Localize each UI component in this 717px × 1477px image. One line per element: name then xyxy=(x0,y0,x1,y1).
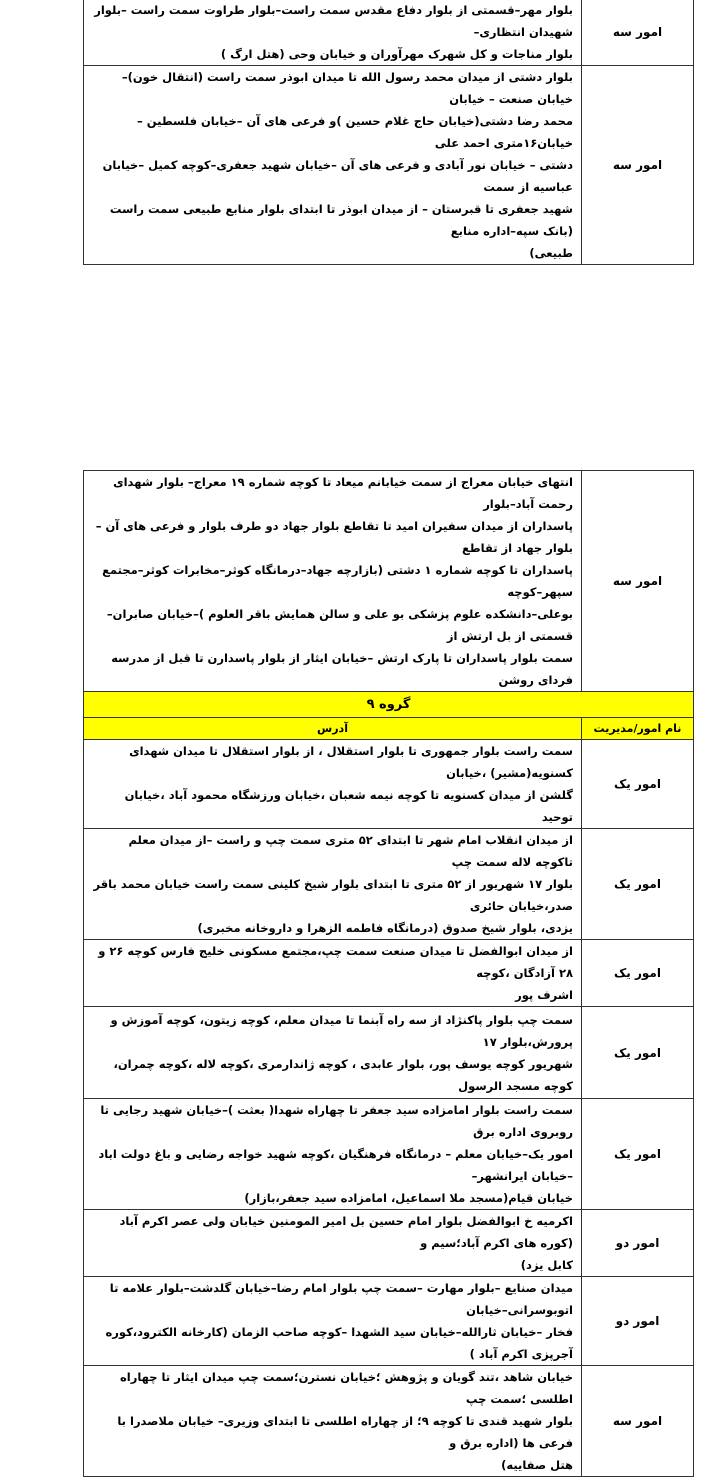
group-title-row xyxy=(84,692,694,718)
region-cell: امور سه xyxy=(582,1366,694,1477)
address-cell xyxy=(84,66,582,265)
region-cell: امور دو xyxy=(582,1210,694,1277)
address-line: سمت راست بلوار امامزاده سید جعفر تا چهاراه شهدا( بعثت )–خیابان شهید رجایی تا روبروی اداره برق xyxy=(100,1103,573,1139)
address-cell xyxy=(84,740,582,829)
address-cell xyxy=(84,1007,582,1099)
address-cell xyxy=(84,471,582,692)
address-line: بلوار ۱۷ شهریور از ۵۲ متری تا ابتدای بلوار شیخ کلینی سمت راست خیابان محمد باقر صدر،خیابان حائری xyxy=(93,877,573,913)
address-line: بلوار مناجات و کل شهرک مهرآوران و خیابان وحی (هتل ارگ ) xyxy=(220,47,573,61)
address-line: سمت راست بلوار جمهوری تا بلوار استقلال ، از بلوار استقلال تا میدان شهدای کسنویه(مشیر) ،خیابان xyxy=(129,744,573,780)
region-cell: امور سه xyxy=(582,471,694,692)
address-line: پاسداران تا کوچه شماره ۱ دشتی (بازارچه جهاد–درمانگاه کوثر–مخابرات کوثر–مجتمع سپهر–کوچه xyxy=(102,563,573,599)
address-line: بوعلی–دانشکده علوم پزشکی بو علی و سالن همایش باقر العلوم )–خیابان صابران–قسمتی از بل ارتش از xyxy=(106,607,573,643)
table-row xyxy=(84,1210,694,1277)
address-line: خیابان قیام(مسجد ملا اسماعیل، امامزاده سید جعفر،بازار) xyxy=(244,1191,573,1205)
address-cell xyxy=(84,1210,582,1277)
address-line: امور یک–خیابان معلم – درمانگاه فرهنگیان ،کوچه شهید خواجه رضایی و باغ دولت اباد –خیابان ایرانشهر– xyxy=(98,1147,573,1183)
address-line: سمت بلوار پاسداران تا پارک ارتش –خیابان ایثار از بلوار پاسدارن تا قبل از مدرسه فردای روشن xyxy=(111,651,573,687)
table-row xyxy=(84,940,694,1007)
address-cell xyxy=(84,1366,582,1477)
table-row xyxy=(84,0,694,66)
address-line: هتل صفاییه) xyxy=(501,1458,573,1472)
region-cell: امور یک xyxy=(582,829,694,940)
address-line: از میدان ابوالفضل تا میدان صنعت سمت چپ،مجتمع مسکونی خلیج فارس کوچه ۲۶ و ۲۸ آزادگان ،کوچه xyxy=(98,944,573,980)
address-line: شهید جعفری تا قبرستان – از میدان ابوذر تا ابتدای بلوار منابع طبیعی سمت راست (بانک سپه–اداره منابع xyxy=(109,202,573,238)
group-title: گروه ۹ xyxy=(84,692,694,718)
address-table-top xyxy=(83,0,694,265)
header-row xyxy=(84,718,694,740)
table-row xyxy=(84,1366,694,1477)
address-line: از میدان انقلاب امام شهر تا ابتدای ۵۲ متری سمت چپ و راست –از میدان معلم تاکوچه لاله سمت چپ xyxy=(128,833,573,869)
region-cell: امور دو xyxy=(582,1277,694,1366)
address-line: دشتی – خیابان نور آبادی و فرعی های آن –خیابان شهید جعفری–کوچه کمیل –خیابان عباسیه از سمت xyxy=(102,158,573,194)
address-line: انتهای خیابان معراج از سمت خیابانم میعاد تا کوچه شماره ۱۹ معراج– بلوار شهدای رحمت آباد–بلوار xyxy=(113,475,573,511)
address-line: طبیعی) xyxy=(529,246,573,260)
address-line: سمت چپ بلوار پاکنژاد از سه راه آبنما تا میدان معلم، کوچه زیتون، کوچه آموزش و پرورش،بلوار ۱۷ xyxy=(110,1012,573,1049)
address-cell xyxy=(84,1099,582,1210)
region-cell: امور یک xyxy=(582,1099,694,1210)
table-row xyxy=(84,829,694,940)
header-address: آدرس xyxy=(84,718,582,740)
address-line: بلوار دشتی از میدان محمد رسول الله تا میدان ابوذر سمت راست (انتقال خون)– خیابان صنعت – خیابان xyxy=(121,70,573,106)
address-cell xyxy=(84,1277,582,1366)
table-row xyxy=(84,740,694,829)
address-line: اشرف پور xyxy=(515,988,573,1002)
header-region: نام امور/مدیریت xyxy=(582,718,694,740)
address-line: محمد رضا دشتی(خیابان حاج غلام حسین )و فرعی های آن –خیابان فلسطین –خیابان۱۶متری احمد علی xyxy=(137,114,573,150)
address-line: کابل یزد) xyxy=(520,1258,573,1272)
table-row xyxy=(84,66,694,265)
table-row xyxy=(84,1007,694,1099)
address-line: میدان صنایع –بلوار مهارت –سمت چپ بلوار امام رضا–خیابان گلدشت–بلوار علامه تا اتوبوسرانی–خیابان xyxy=(109,1281,573,1317)
address-line: یزدی، بلوار شیخ صدوق (درمانگاه فاطمه الزهرا و داروخانه مخبری) xyxy=(197,921,573,935)
region-cell: امور یک xyxy=(582,740,694,829)
region-cell: امور سه xyxy=(582,0,694,66)
region-cell: امور یک xyxy=(582,940,694,1007)
table-row xyxy=(84,1099,694,1210)
region-cell: امور سه xyxy=(582,66,694,265)
address-cell xyxy=(84,940,582,1007)
table-row xyxy=(84,471,694,692)
address-line: خیابان شاهد ،تند گویان و پژوهش ؛خیابان نسترن؛سمت چپ میدان ایثار تا چهاراه اطلسی ؛سمت چپ xyxy=(120,1370,573,1406)
address-table-bottom xyxy=(83,470,694,1477)
address-line: اکرمیه خ ابوالفضل بلوار امام حسین بل امیر المومنین خیابان ولی عصر اکرم آباد (کوره های اکرم آباد؛سیم و xyxy=(119,1214,573,1250)
address-line: بلوار شهید قندی تا کوچه ۹؛ از چهاراه اطلسی تا ابتدای وزیری– خیابان ملاصدرا با فرعی ها (اداره برق و xyxy=(117,1414,573,1450)
address-line: فخار –خیابان ثارالله–خیابان سید الشهدا –کوچه صاحب الزمان (کارخانه الکترود،کوره آجرپزی اکرم آباد ) xyxy=(105,1325,573,1361)
address-line: شهریور کوچه یوسف پور، بلوار عابدی ، کوچه ژاندارمری ،کوچه لاله ،کوچه چمران، کوچه مسجد الرسول xyxy=(113,1056,573,1093)
address-line: بلوار مهر–قسمتی از بلوار دفاع مقدس سمت راست–بلوار طراوت سمت راست –بلوار شهیدان انتظاری– xyxy=(94,3,573,39)
table-row xyxy=(84,1277,694,1366)
address-line: پاسداران از میدان سفیران امید تا تقاطع بلوار جهاد دو طرف بلوار و فرعی های آن – بلوار جهاد از تقاطع xyxy=(95,519,573,555)
address-cell xyxy=(84,829,582,940)
region-cell: امور یک xyxy=(582,1007,694,1099)
address-cell xyxy=(84,0,582,66)
address-line: گلشن از میدان کسنویه تا کوچه نیمه شعبان ،خیابان ورزشگاه محمود آباد ،خیابان توحید xyxy=(124,788,573,824)
